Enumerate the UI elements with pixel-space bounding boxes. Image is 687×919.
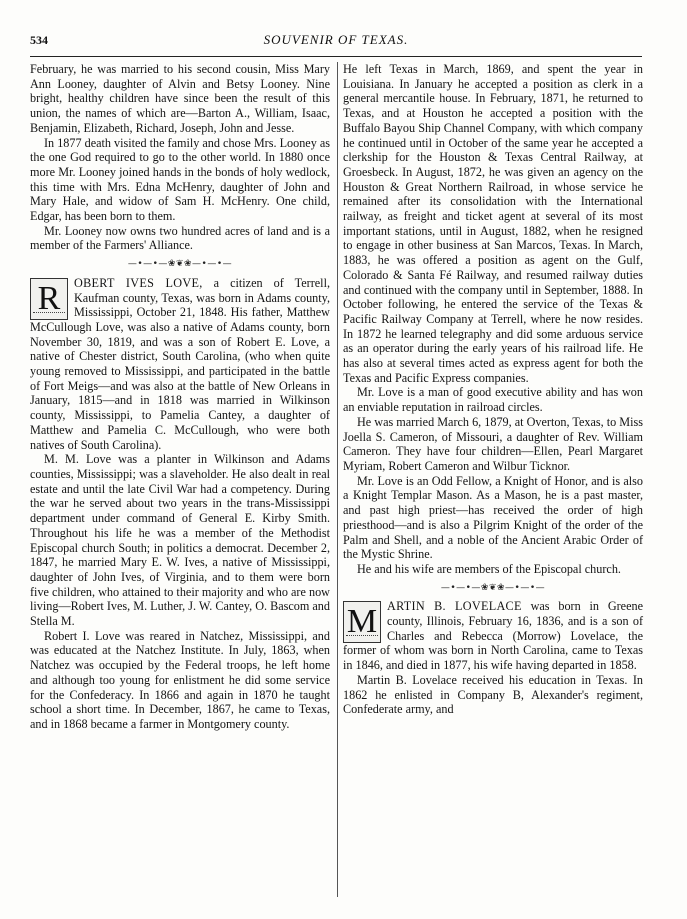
right-column — [343, 62, 643, 717]
page-header — [30, 30, 642, 52]
paragraph-love-marriage: He was married March 6, 1879, at Overton, Texas, to Miss Joella S. Cameron, of Missouri, a daughter of Rev. William Cameron. They have four children—Ellen, Pearl Margaret Myriam, Robert Cameron and Wilbur Ticknor. — [343, 414, 643, 473]
paragraph-love-father: M. M. Love was a planter in Wilkinson and Adams counties, Mississippi; was a slaveholder. He also dealt in real estate and until the late Civil War had a competency. During the war he served about two years in the trans-Mississippi department under command of General E. Kirby Smith. Throughout his life he was a member of the Methodist Episcopal church South; in politics a democrat. December 2, 1847, he married Mary E. W. Ives, a native of Mississippi, daughter of John Ives, of Virginia, and to them were born five children, who attained to their majority and who are now living—Robert Ives, M. Luther, J. W. Cantey, O. Bascom and Stella M. — [30, 452, 330, 629]
header-rule — [30, 56, 642, 57]
dropcap-letter-m: M — [346, 603, 378, 641]
paragraph-love-fraternal: Mr. Love is an Odd Fellow, a Knight of Honor, and is also a Knight Templar Mason. As a Mason, he is a past master, and past high priest—has received the order of high priesthood—and is also a Pilgrim Knight of the order of the Palm and Shell, and a noble of the Ancient Arabic Order of the Mystic Shrine. — [343, 473, 643, 562]
bio-name-love: OBERT IVES LOVE, — [74, 275, 203, 290]
paragraph-lovelace-intro — [343, 599, 643, 673]
dropcap-flourish — [33, 312, 65, 317]
paragraph-love-church: He and his wife are members of the Episcopal church. — [357, 561, 621, 576]
bio-name-lovelace: ARTIN B. LOVELACE — [387, 599, 522, 614]
section-ornament: —•—•—❀❦❀—•—•— — [127, 259, 233, 270]
dropcap-letter: R — [37, 279, 61, 317]
column-divider — [337, 62, 338, 897]
paragraph-lovelace-intro-text: was born in Greene county, Illinois, February 16, 1836, and is a son of Charles and Rebecca (Morrow) Lovelace, the former of whom was born in North Carolina, came to Texas in 1846, and died in 1877, his wife having departed in 1858. — [343, 599, 643, 673]
running-title: SOUVENIR OF TEXAS. — [263, 32, 409, 47]
dropcap-m — [343, 601, 381, 643]
paragraph-looney-land: Mr. Looney now owns two hundred acres of land and is a member of the Farmers' Alliance. — [30, 223, 330, 253]
paragraph-looney-marriage: February, he was married to his second cousin, Miss Mary Ann Looney, daughter of Alvin and Betsy Looney. Nine bright, healthy children have since been the result of this union, the names of which are—Barton A., William, Isaac, Benjamin, Elizabeth, Richard, Joseph, John and Jesse. — [30, 62, 330, 135]
paragraph-lovelace-education: Martin B. Lovelace received his education in Texas. In 1862 he enlisted in Company B, Alexander's regiment, Confederate army, and — [343, 672, 643, 717]
left-column — [30, 62, 330, 732]
paragraph-love-career: He left Texas in March, 1869, and spent the year in Louisiana. In January he accepted a position as clerk in a general mercantile house. In February, 1871, he returned to Texas, and at Houston he accepted a position with the Buffalo Bayou Ship Channel Company, with which company he continued until in October of the same year he accepted a clerkship for the Houston & Texas Central Railway, at Groesbeck. In August, 1872, he was given an agency on the Houston & Great Northern Railroad, in whose service he remained after its consolidation with the International railway, as freight and ticket agent at several of its most important stations, until in August, 1882, when he resigned to engage in other business at San Marcos, Texas. In March, 1883, he was offered a position as agent on the Gulf, Colorado & Santa Fé Railway, and resumed railway duties and continued with the company until in September, 1888. In October following, he entered the service of the Texas & Pacific Railway Company at Terrell, where he now resides. In 1872 he learned telegraphy and did some arduous service as an operator during the early years of his railroad life. He has also at several times acted as express agent for both the Texas and Pacific Express companies. — [343, 62, 643, 385]
page-number: 534 — [30, 33, 48, 47]
paragraph-love-intro-text: a citizen of Terrell, Kaufman county, Texas, was born in Adams county, Mississippi, October 21, 1848. His father, Matthew McCullough Love, was also a native of Adams county, born November 30, 1819, and was a son of Robert E. Love, a native of Chester district, South Carolina, (who when quite young removed to Mississippi, and participated in the battle of Fort Meigs—and was also at the battle of New Orleans in January, 1815—and in 1818 was married in Wilkinson county, Mississippi, to Pamelia Cantey, a daughter of Matthew and Pamelia C. McCullough, who were both natives of South Carolina). — [30, 275, 331, 452]
section-ornament-2: —•—•—❀❦❀—•—•— — [440, 582, 546, 593]
paragraph-love-reared: Robert I. Love was reared in Natchez, Mississippi, and was educated at the Natchez Institute. In July, 1863, when Natchez was occupied by the Federal troops, he left home and although too young for enlistment he did some service for the Confederacy. In 1866 and again in 1870 he taught school a short time. In December, 1867, he came to Texas, and in 1868 became a farmer in Montgomery county. — [30, 628, 330, 731]
paragraph-love-reputation: Mr. Love is a man of good executive ability and has won an enviable reputation in railroad circles. — [343, 385, 643, 415]
paragraph-looney-death: In 1877 death visited the family and chose Mrs. Looney as the one God required to go to the other world. In 1880 once more Mr. Looney joined hands in the bonds of holy wedlock, this time with Mrs. Edna McHenry, daughter of John and Mary Hale, and widow of Sam H. McHenry. One child, Edgar, has been born to them. — [30, 135, 331, 224]
dropcap-r — [30, 278, 68, 320]
dropcap-flourish-m — [346, 635, 378, 640]
paragraph-love-intro — [30, 276, 330, 452]
